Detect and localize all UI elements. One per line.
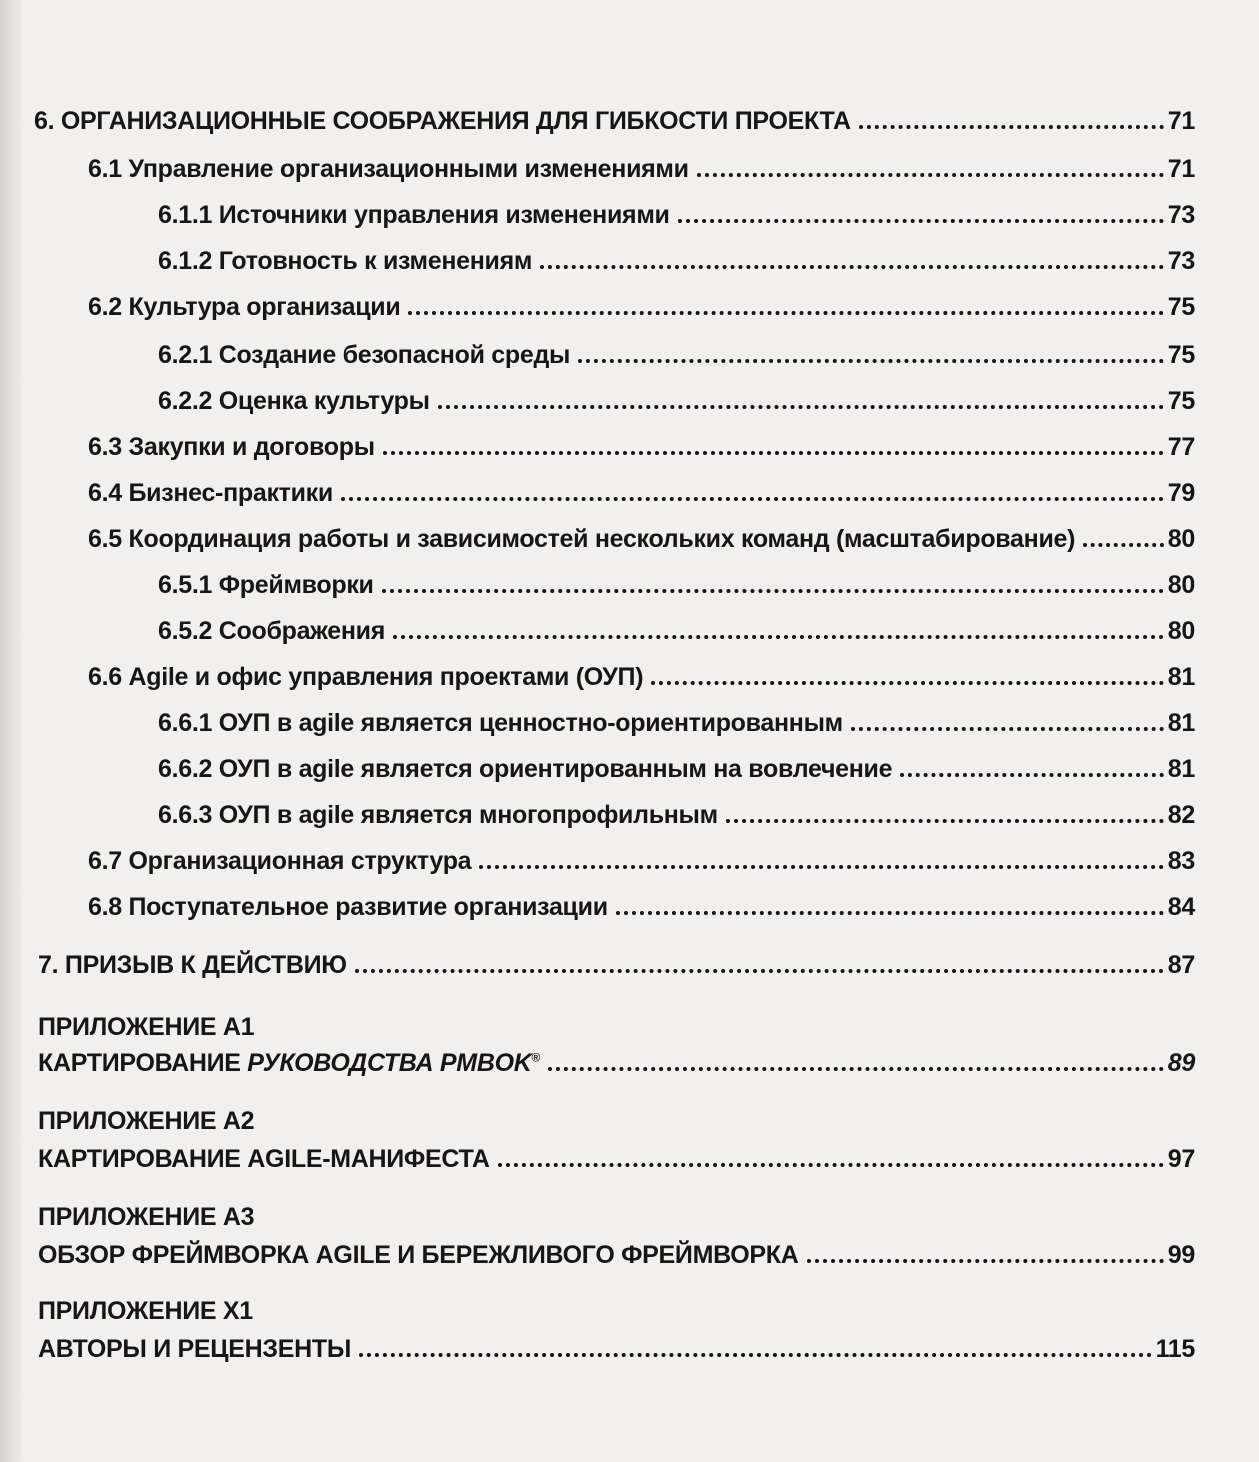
dot-leader bbox=[697, 173, 1164, 177]
toc-entry-title: Поступательное развитие организации bbox=[128, 893, 608, 921]
toc-entry-title: Бизнес-практики bbox=[128, 479, 333, 507]
toc-entry-number: 6.5.1 bbox=[158, 571, 213, 599]
dot-leader bbox=[859, 125, 1164, 129]
dot-leader bbox=[851, 727, 1164, 731]
dot-leader bbox=[651, 681, 1164, 685]
appendix-x1-label: ПРИЛОЖЕНИЕ X1 bbox=[38, 1297, 253, 1325]
dot-leader bbox=[678, 219, 1164, 223]
toc-entry-6-6-2[interactable] bbox=[158, 754, 1195, 784]
dot-leader bbox=[359, 1353, 1152, 1357]
toc-entry-page: 73 bbox=[1167, 201, 1195, 229]
toc-entry-number: 6.6 bbox=[88, 663, 122, 691]
toc-entry-number: 6.2 bbox=[88, 293, 122, 321]
toc-entry-number: 6.7 bbox=[88, 847, 122, 875]
toc-entry-6-6-1[interactable] bbox=[158, 708, 1195, 738]
toc-entry-page: 99 bbox=[1167, 1241, 1195, 1269]
toc-entry-number: 7. bbox=[38, 951, 59, 979]
toc-entry-6-4[interactable] bbox=[88, 478, 1195, 508]
toc-entry-6-6[interactable] bbox=[88, 662, 1195, 692]
toc-entry-title: Создание безопасной среды bbox=[218, 341, 571, 369]
dot-leader bbox=[548, 1067, 1164, 1071]
dot-leader bbox=[408, 311, 1163, 315]
toc-entry-page: 75 bbox=[1167, 293, 1195, 321]
toc-entry-number: 6. bbox=[34, 107, 55, 135]
toc-entry-6-2[interactable] bbox=[88, 292, 1195, 322]
toc-entry-title: Соображения bbox=[218, 617, 386, 645]
dot-leader bbox=[393, 635, 1164, 639]
toc-entry-page: 81 bbox=[1167, 709, 1195, 737]
toc-entry-number: 6.4 bbox=[88, 479, 122, 507]
toc-entry-page: 75 bbox=[1167, 341, 1195, 369]
toc-entry-page: 80 bbox=[1167, 617, 1195, 645]
toc-entry-title: Готовность к изменениям bbox=[218, 247, 533, 275]
toc-entry-page: 83 bbox=[1167, 847, 1195, 875]
toc-entry-chapter-7[interactable] bbox=[38, 950, 1195, 980]
registered-mark: ® bbox=[531, 1050, 541, 1065]
dot-leader bbox=[383, 451, 1164, 455]
toc-entry-chapter-6[interactable] bbox=[34, 106, 1195, 136]
toc-entry-title: Источники управления изменениями bbox=[218, 201, 670, 229]
toc-entry-page: 82 bbox=[1167, 801, 1195, 829]
toc-entry-title: ОУП в agile является ценностно-ориентированным bbox=[218, 709, 843, 737]
toc-entry-6-8[interactable] bbox=[88, 892, 1195, 922]
toc-entry-title: Организационная структура bbox=[128, 847, 472, 875]
toc-entry-6-7[interactable] bbox=[88, 846, 1195, 876]
toc-entry-number: 6.1.1 bbox=[158, 201, 213, 229]
toc-entry-title-italic: РУКОВОДСТВА PMBOK bbox=[247, 1049, 532, 1077]
toc-entry-page: 71 bbox=[1167, 107, 1195, 135]
toc-entry-6-1-2[interactable] bbox=[158, 246, 1195, 276]
toc-entry-title: АВТОРЫ И РЕЦЕНЗЕНТЫ bbox=[38, 1335, 352, 1363]
toc-entry-number: 6.6.1 bbox=[158, 709, 213, 737]
toc-entry-page: 97 bbox=[1167, 1145, 1195, 1173]
toc-entry-number: 6.3 bbox=[88, 433, 122, 461]
dot-leader bbox=[498, 1163, 1164, 1167]
toc-entry-6-2-2[interactable] bbox=[158, 386, 1195, 416]
toc-entry-title: Координация работы и зависимостей нескольких команд (масштабирование) bbox=[128, 525, 1076, 553]
dot-leader bbox=[479, 865, 1163, 869]
toc-entry-appendix-a2[interactable] bbox=[38, 1144, 1195, 1174]
toc-entry-title: Оценка культуры bbox=[218, 387, 430, 415]
toc-entry-page: 115 bbox=[1155, 1335, 1195, 1363]
toc-entry-6-5-2[interactable] bbox=[158, 616, 1195, 646]
dot-leader bbox=[578, 359, 1164, 363]
dot-leader bbox=[355, 969, 1164, 973]
toc-entry-6-6-3[interactable] bbox=[158, 800, 1195, 830]
toc-entry-page: 79 bbox=[1167, 479, 1195, 507]
toc-entry-title: КАРТИРОВАНИЕ AGILE-МАНИФЕСТА bbox=[38, 1145, 490, 1173]
toc-entry-number: 6.6.3 bbox=[158, 801, 213, 829]
toc-entry-page: 81 bbox=[1167, 663, 1195, 691]
toc-entry-title bbox=[38, 1048, 540, 1078]
toc-entry-6-5[interactable] bbox=[88, 524, 1195, 554]
toc-entry-title: ОБЗОР ФРЕЙМВОРКА AGILE И БЕРЕЖЛИВОГО ФРЕЙМВОРКА bbox=[38, 1241, 799, 1269]
toc-entry-page: 80 bbox=[1167, 571, 1195, 599]
appendix-a1-label: ПРИЛОЖЕНИЕ А1 bbox=[38, 1013, 255, 1041]
toc-entry-title: Закупки и договоры bbox=[128, 433, 375, 461]
dot-leader bbox=[382, 589, 1164, 593]
toc-entry-title: ПРИЗЫВ К ДЕЙСТВИЮ bbox=[64, 951, 347, 979]
toc-entry-appendix-x1[interactable] bbox=[38, 1334, 1195, 1364]
dot-leader bbox=[807, 1259, 1164, 1263]
toc-entry-number: 6.6.2 bbox=[158, 755, 213, 783]
toc-entry-appendix-a3[interactable] bbox=[38, 1240, 1195, 1270]
toc-entry-6-2-1[interactable] bbox=[158, 340, 1195, 370]
toc-entry-appendix-a1[interactable] bbox=[38, 1048, 1195, 1078]
appendix-a3-label: ПРИЛОЖЕНИЕ А3 bbox=[38, 1203, 255, 1231]
toc-entry-title: Фреймворки bbox=[218, 571, 374, 599]
toc-entry-6-3[interactable] bbox=[88, 432, 1195, 462]
toc-entry-page: 84 bbox=[1167, 893, 1195, 921]
toc-entry-title: ОУП в agile является многопрофильным bbox=[218, 801, 718, 829]
dot-leader bbox=[540, 265, 1164, 269]
toc-entry-page: 71 bbox=[1167, 155, 1195, 183]
toc-entry-title: Agile и офис управления проектами (ОУП) bbox=[128, 663, 644, 691]
toc-entry-number: 6.2.2 bbox=[158, 387, 213, 415]
toc-entry-page: 73 bbox=[1167, 247, 1195, 275]
toc-entry-number: 6.1 bbox=[88, 155, 122, 183]
toc-entry-title: Управление организационными изменениями bbox=[128, 155, 689, 183]
toc-entry-title: ОУП в agile является ориентированным на вовлечение bbox=[218, 755, 893, 783]
toc-entry-title-prefix: КАРТИРОВАНИЕ bbox=[38, 1049, 248, 1077]
dot-leader bbox=[900, 773, 1164, 777]
toc-entry-number: 6.5.2 bbox=[158, 617, 213, 645]
dot-leader bbox=[341, 497, 1164, 501]
dot-leader bbox=[616, 911, 1164, 915]
toc-entry-page: 81 bbox=[1167, 755, 1195, 783]
toc-entry-page: 89 bbox=[1167, 1049, 1195, 1077]
dot-leader bbox=[726, 819, 1164, 823]
dot-leader bbox=[438, 405, 1164, 409]
dot-leader bbox=[1083, 543, 1164, 547]
toc-entry-number: 6.5 bbox=[88, 525, 122, 553]
toc-entry-page: 75 bbox=[1167, 387, 1195, 415]
toc-entry-6-1[interactable] bbox=[88, 154, 1195, 184]
toc-entry-number: 6.2.1 bbox=[158, 341, 213, 369]
toc-entry-number: 6.1.2 bbox=[158, 247, 213, 275]
toc-entry-title: Культура организации bbox=[128, 293, 401, 321]
toc-entry-page: 80 bbox=[1167, 525, 1195, 553]
toc-entry-6-5-1[interactable] bbox=[158, 570, 1195, 600]
toc-entry-title: ОРГАНИЗАЦИОННЫЕ СООБРАЖЕНИЯ ДЛЯ ГИБКОСТИ ПРОЕКТА bbox=[60, 107, 851, 135]
toc-entry-page: 77 bbox=[1167, 433, 1195, 461]
toc-entry-page: 87 bbox=[1167, 951, 1195, 979]
toc-entry-6-1-1[interactable] bbox=[158, 200, 1195, 230]
toc-entry-number: 6.8 bbox=[88, 893, 122, 921]
appendix-a2-label: ПРИЛОЖЕНИЕ А2 bbox=[38, 1107, 255, 1135]
